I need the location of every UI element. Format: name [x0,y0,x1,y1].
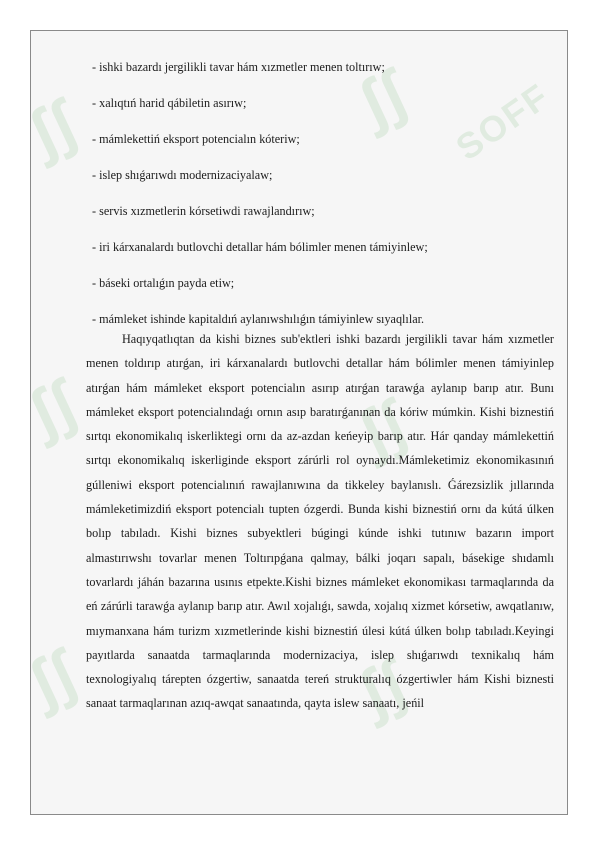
watermark-logo-icon: ʃʃ [347,386,417,470]
watermark-logo-icon: ʃʃ [347,646,417,730]
body-paragraph: Haqıyqatlıqtan da kishi biznes sub'ektleri ishki bazardı jergilikli tavar hám xızmetler menen toldırıp atırǵan, iri kárxanalardı butlovchi detallar hám bólimler menen támiyinlep atırǵan hám mámleket eksport potencialın asırıp atırǵan tarawǵa aylanıp barıp atır. Bunı mámleket eksport potencialındaǵı ornın asıp baratırǵanınan da kóriw múmkin. Kishi biznestiń sırtqı ekonomikalıq iskerliktegi ornı da az-azdan keńeyip barıp atır. Hár qanday mámlekettiń sırtqı ekonomikalıq iskerliginde eksport zárúrli rol oynaydı.Mámleketimiz ekonomikasınıń gúlleniwi eksport potencialınıń rawajlanıwına da tikkeley baylanıslı. Ǵárezsizlik jıllarında mámleketimizdiń eksport potencialı tupten ózgerdi. Bunda kishi biznestiń ornı da kútá úlken bolıp tabıladı. Kishi biznes subyektleri búgingi kúnde ishki tutınıw bazarın import almastırıwshı tovarlar menen Toltırıpǵana qalmay, bálki joqarı sapalı, básekige shıdamlı tovarlardı jáhán bazarına usınıs etpekte.Kishi biznes mámleket ekonomikası tarmaqlarında da eń zárúrli tarawǵa aylanıp barıp atır. Awıl xojalıǵı, sawda, xojalıq xizmet kórsetiw, awqatlanıw, mıymanxana hám turizm xızmetlerinde kishi biznestiń úlesi kútá úlken bolıp tabıladı.Keyingi payıtlarda sanaatda tarmaqlarında modernizaciya, islep shıǵarıwdı texnikalıq hám texnologiyalıq tárepten ózgertiw, sanaatda tereń strukturalıq ózgertiwler hám Kishi biznesti sanaat tarmaqlarınan azıq-awqat sanaatında, qayta islew sanaatı, jeńil [86,332,554,711]
bullet-item: - mámleket ishinde kapitaldıń aylanıwshılıǵın támiyinlew sıyaqlılar. [92,312,425,326]
watermark-logo-icon: ʃʃ [17,86,87,170]
bullet-item: - xalıqtıń harid qábiletin asırıw; [92,96,247,110]
watermark-text: SOFF [448,74,558,169]
bullet-item: - mámlekettiń eksport potencialın kóteriw; [92,132,300,146]
bullet-item: - servis xızmetlerin kórsetiwdi rawajlandırıw; [92,204,315,218]
bullet-item: - islep shıǵarıwdı modernizaciyalaw; [92,168,273,182]
watermark-logo-icon: ʃʃ [17,366,87,450]
bullet-item: - ishki bazardı jergilikli tavar hám xızmetler menen toltırıw; [92,60,385,74]
bullet-item: - báseki ortalıǵın payda etiw; [92,276,235,290]
bullet-item: - iri kárxanalardı butlovchi detallar hám bólimler menen támiyinlew; [92,240,428,254]
watermark-logo-icon: ʃʃ [17,636,87,720]
watermark-logo-icon: ʃʃ [347,56,417,140]
